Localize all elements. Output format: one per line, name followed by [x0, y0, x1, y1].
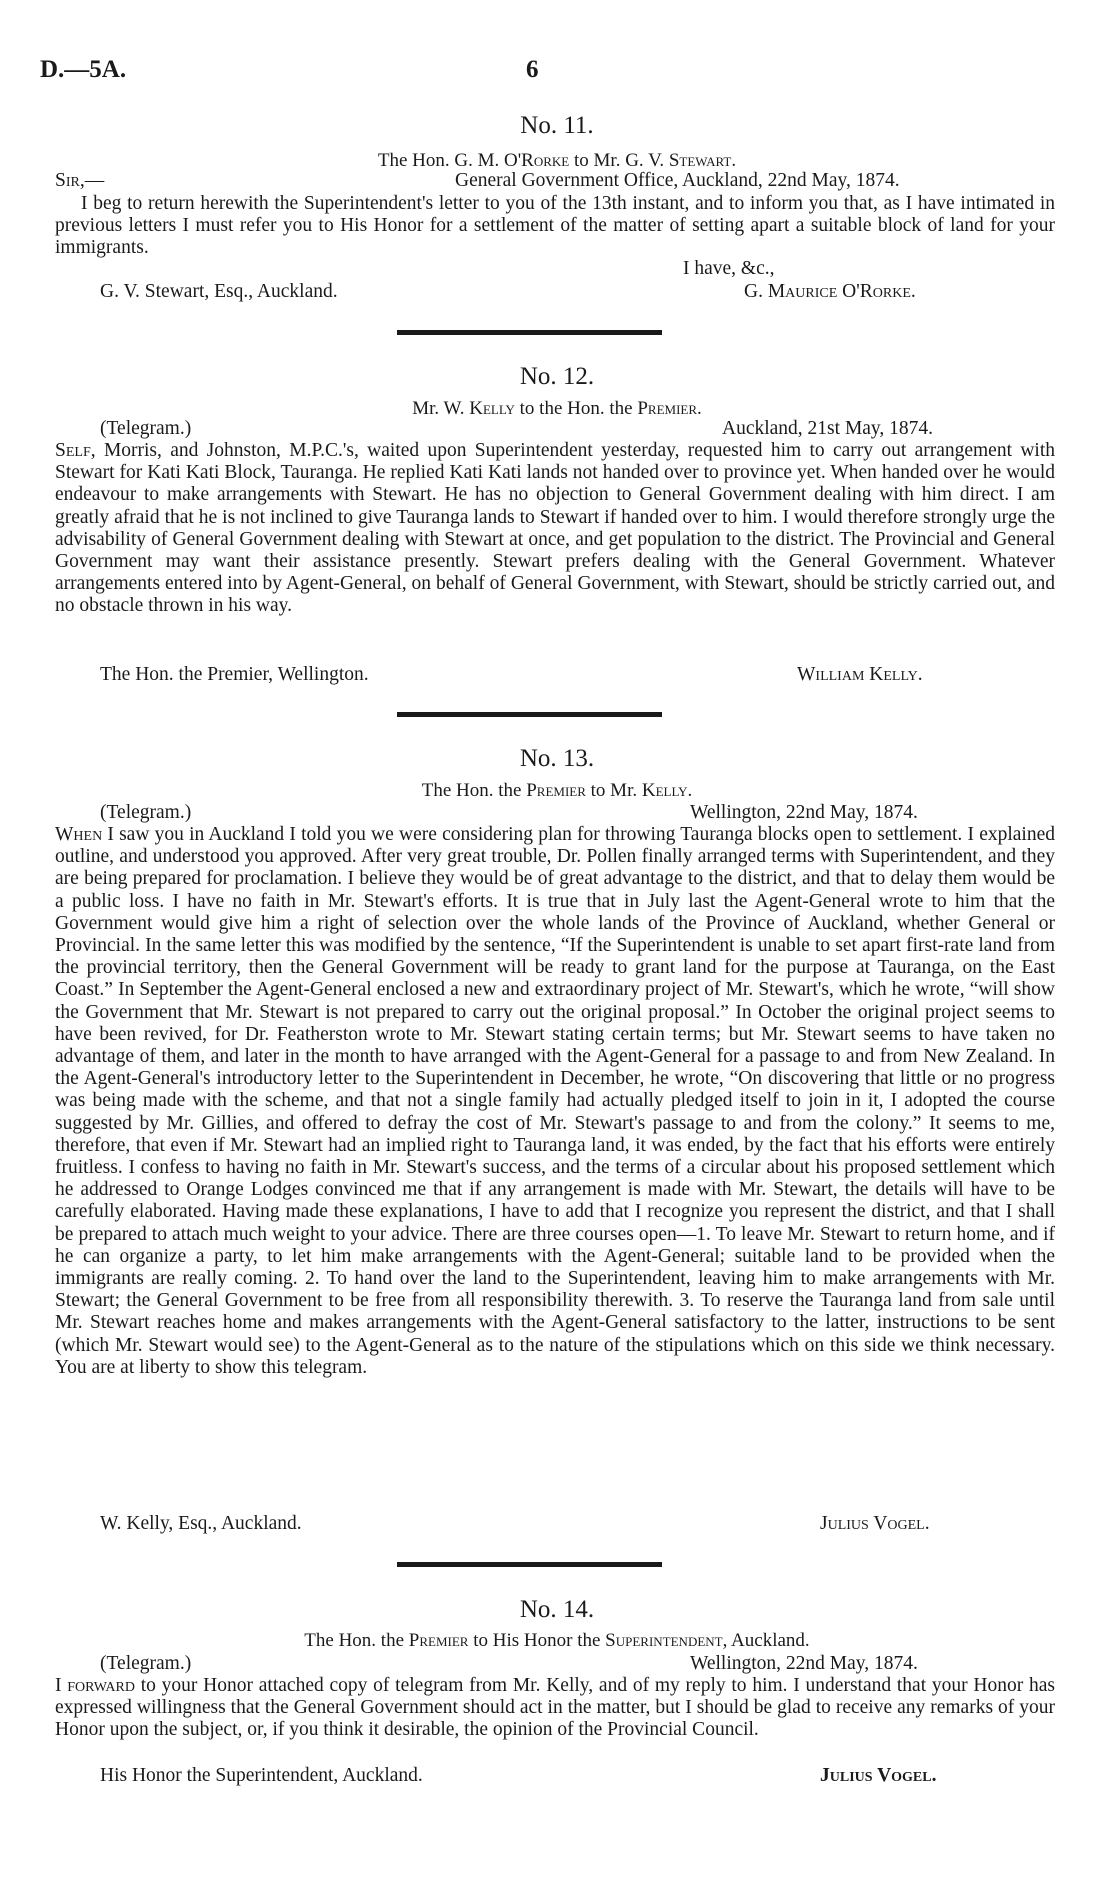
letter-11-body-text: I beg to return herewith the Superintendent's letter to you of the 13th instant, and to inform you that, as I have intimated in previous letters I must refer you to His Honor for a settlement of the matter of setting apart a suitable block of land for your immigrants.	[55, 193, 1055, 259]
letter-13-addressee: W. Kelly, Esq., Auckland.	[100, 1513, 302, 1534]
from-to-name: Premier	[637, 398, 698, 419]
letter-13-type: (Telegram.)	[100, 802, 192, 823]
from-to-part: The Hon. the	[304, 1630, 409, 1651]
from-to-part: Mr. W.	[412, 398, 470, 419]
section-divider	[397, 712, 662, 717]
letter-12-type: (Telegram.)	[100, 418, 192, 439]
from-to-part: .	[731, 150, 737, 171]
letter-11-salutation: Sir,—	[55, 170, 105, 191]
from-to-name: O'Rorke	[504, 150, 570, 171]
letter-14-body	[55, 1675, 1055, 1742]
letter-14-type: (Telegram.)	[100, 1653, 192, 1674]
from-to-name: Kelly	[641, 780, 688, 801]
section-divider	[397, 330, 662, 335]
letter-11-addressee: G. V. Stewart, Esq., Auckland.	[100, 281, 338, 302]
letter-14-body-lead: I forward	[55, 1675, 135, 1696]
from-to-part: to Mr.	[585, 780, 642, 801]
letter-11-from-to	[0, 150, 1114, 172]
letter-13-from-to	[0, 780, 1114, 802]
page-number: 6	[526, 56, 539, 83]
letter-12-from-to	[0, 398, 1114, 420]
letter-13-place-date: Wellington, 22nd May, 1874.	[690, 802, 918, 823]
letter-14-place-date: Wellington, 22nd May, 1874.	[690, 1653, 918, 1674]
letter-11-body	[55, 193, 1055, 260]
letter-11-place-date: General Government Office, Auckland, 22nd May, 1874.	[455, 170, 900, 191]
from-to-name: Premier	[408, 1630, 469, 1651]
letter-13-body-text: I saw you in Auckland I told you we were considering plan for throwing Tauranga blocks open to settlement. I explained outline, and understood you approved. After very great trouble, Dr. Pollen finally arranged terms with Superintendent, and they are being prepared for proclamation. I believe they would be of great advantage to the district, and that to delay them would be a public loss. I have no faith in Mr. Stewart's efforts. It is true that in July last the Agent-General wrote to him that the Government would give him a right of selection over the whole lands of the Province of Auckland, whether General or Provincial. In the same letter this was modified by the sentence, “If the Superintendent is unable to set apart first-rate land from the provincial territory, then the General Government will be ready to grant land for the purpose at Tauranga, on the East Coast.” In September the Agent-General enclosed a new and extraordinary project of Mr. Stewart's, which he wrote, “will show the Government that Mr. Stewart is not prepared to carry out the original proposal.” In October the original project seems to have been revived, for Dr. Featherston wrote to Mr. Stewart stating certain terms; but Mr. Stewart seems to have taken no advantage of them, and later in the month to have arranged with the Agent-General for a passage to and from New Zealand. In the Agent-General's introductory letter to the Superintendent in December, he wrote, “On discovering that little or no progress was being made with the scheme, and that not a single family had actually pledged itself to join in it, I adopted the course suggested by Mr. Gillies, and offered to defray the cost of Mr. Stewart's passage to and from the colony.” It seems to me, therefore, that even if Mr. Stewart had an implied right to Tauranga land, it was ended, by the fact that his efforts were entirely fruitless. I confess to having no faith in Mr. Stewart's success, and the terms of a circular about his proposed settlement which he addressed to Orange Lodges convinced me that if any arrangement is made with Mr. Stewart, the details will have to be carefully elaborated. Having made these explanations, I have to add that I recognize you represent the district, and that I shall be prepared to attach much weight to your advice. There are three courses open—1. To leave Mr. Stewart to return home, and if he can organize a party, to let him make arrangements with the Agent-General; suitable land to be provided when the immigrants are really coming. 2. To hand over the land to the Superintendent, leaving him to make arrangements with Mr. Stewart; the General Government to be free from all responsibility therewith. 3. To reserve the Tauranga land from sale until Mr. Stewart reaches home and makes arrangements with the Agent-General satisfactory to the latter, instructions to be sent (which Mr. Stewart would see) to the Agent-General as to the nature of the stipulations which on this side we think necessary. You are at liberty to show this telegram.	[55, 824, 1055, 1378]
from-to-name: Premier	[526, 780, 586, 801]
from-to-part: The Hon. the	[421, 780, 527, 801]
from-to-part: , Auckland.	[722, 1630, 810, 1651]
letter-12-body	[55, 440, 1055, 618]
letter-14-signature: Julius Vogel.	[820, 1765, 937, 1786]
from-to-name: Superintendent	[605, 1630, 723, 1651]
letter-12-number: No. 12.	[519, 363, 595, 390]
document-reference: D.—5A.	[40, 56, 127, 83]
letter-11-closing: I have, &c.,	[683, 258, 775, 279]
letter-11-signature: G. Maurice O'Rorke.	[744, 281, 916, 302]
letter-14-from-to	[0, 1630, 1114, 1652]
letter-12-place-date: Auckland, 21st May, 1874.	[722, 418, 934, 439]
from-to-part: .	[697, 398, 702, 419]
from-to-part: to the Hon. the	[514, 398, 638, 419]
from-to-part: to His Honor the	[468, 1630, 606, 1651]
from-to-name: Stewart	[668, 150, 732, 171]
letter-13-body	[55, 824, 1055, 1379]
letter-12-addressee: The Hon. the Premier, Wellington.	[100, 664, 369, 685]
letter-13-number: No. 13.	[519, 745, 595, 772]
letter-14-addressee: His Honor the Superintendent, Auckland.	[100, 1765, 423, 1786]
letter-12-body-lead: Self	[55, 440, 91, 461]
letter-12-body-text: , Morris, and Johnston, M.P.C.'s, waited upon Superintendent yesterday, requested him to carry out arrangement with Stewart for Kati Kati Block, Tauranga. He replied Kati Kati lands not handed over to province yet. When handed over he would endeavour to make arrangements with Stewart. He has no objection to General Government dealing with him direct. I am greatly afraid that he is not inclined to give Tauranga lands to Stewart if handed over to him. I would therefore strongly urge the advisability of General Government dealing with Stewart at once, and get population to the district. The Provincial and General Government may want their assistance presently. Stewart prefers dealing with the General Government. Whatever arrangements entered into by Agent-General, on behalf of General Government, with Stewart, should be strictly carried out, and no obstacle thrown in his way.	[55, 440, 1055, 617]
from-to-part: .	[687, 780, 693, 801]
section-divider	[397, 1562, 662, 1567]
from-to-part: to Mr. G. V.	[569, 150, 669, 171]
from-to-name: Kelly	[469, 398, 515, 419]
letter-12-signature: William Kelly.	[797, 664, 923, 685]
letter-13-body-lead: When	[55, 824, 103, 845]
letter-13-signature: Julius Vogel.	[820, 1513, 930, 1534]
letter-14-body-text: to your Honor attached copy of telegram from Mr. Kelly, and of my reply to him. I understand that your Honor has expressed willingness that the General Government should act in the matter, but I should be glad to receive any remarks of your Honor upon the subject, or, if you think it desirable, the opinion of the Provincial Council.	[55, 1675, 1055, 1741]
letter-14-number: No. 14.	[519, 1596, 595, 1623]
letter-11-number: No. 11.	[520, 112, 594, 139]
from-to-part: The Hon. G. M.	[377, 150, 505, 171]
